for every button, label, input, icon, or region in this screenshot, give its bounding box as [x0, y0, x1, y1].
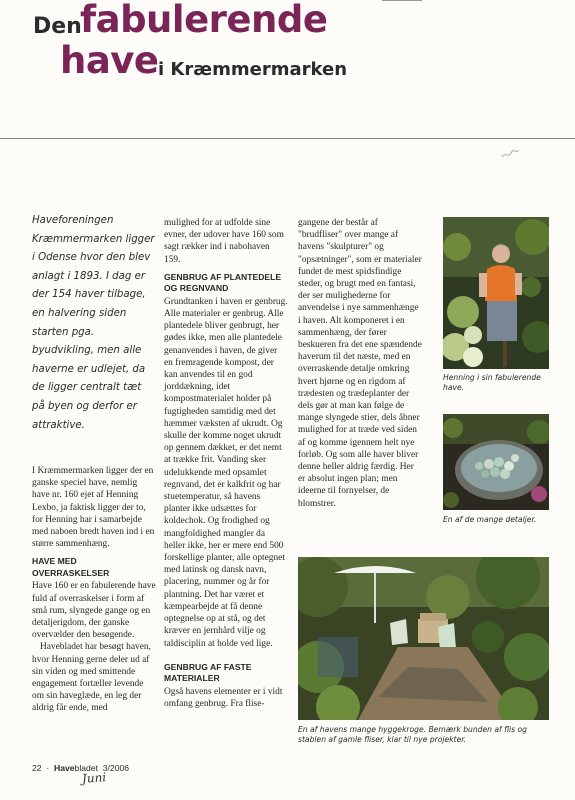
photo-henning-image	[443, 217, 549, 369]
pencil-scribble-mark	[500, 147, 520, 161]
subheading-have-med-overraskelser: HAVE MED OVERRASKELSER	[32, 556, 110, 578]
page-folio	[32, 763, 129, 773]
photo-henning-in-garden	[443, 217, 549, 369]
subheading-genbrug-plantedele: GENBRUG AF PLANTEDELE OG REGNVAND	[164, 271, 282, 294]
page-number: 22	[32, 763, 42, 773]
column-3	[298, 217, 422, 510]
col1-paragraph-2: Have 160 er en fabulerende have fuld af overraskelser i form af små rum, slyngede gange og en detaljerigdom, der ganske overvælder den besøgende.	[32, 581, 156, 641]
headline-divider	[0, 138, 575, 139]
magazine-name-bold: Have	[54, 763, 75, 773]
headline-have: have	[60, 39, 159, 82]
photo-garden-nook-image	[298, 557, 549, 720]
caption-photo-1: Henning i sin fabulerende have.	[443, 373, 541, 393]
headline-kraemmermarken: i Kræmmermarken	[158, 59, 348, 80]
col2-paragraph-1: mulighed for at udfolde sine evner, der udover have 160 som sagt rækker ind i nabohaven 159.	[164, 218, 284, 265]
photo-garden-nook	[298, 557, 549, 720]
caption-photo-2: En af de mange detaljer.	[443, 515, 537, 524]
headline-fabulerende: fabulerende	[80, 0, 328, 41]
column-1	[32, 465, 156, 715]
subheading-genbrug-faste-materialer: GENBRUG AF FASTE MATERIALER	[164, 661, 252, 684]
photo-detail-image	[443, 414, 549, 510]
handwritten-note: Juni	[81, 770, 107, 786]
headline-den: Den	[33, 14, 82, 39]
top-edge-mark	[382, 0, 422, 1]
issue-number: 3/2006	[102, 763, 130, 773]
intro-paragraph: Haveforeningen Kræmmermarken ligger i Odense hvor den blev anlagt i 1893. I dag er der 154 haver tilbage, en halvering siden starten pga. byudvikling, men alle haverne er udlejet, da de ligger centralt tæt på byen og derfor er attraktive.	[32, 215, 155, 431]
column-2	[164, 217, 288, 710]
caption-photo-3: En af havens mange hyggekroge. Bemærk bunden af flis og stablen af gamle fliser, klar til nye projekter.	[298, 725, 527, 745]
col2-paragraph-2: Grundtanken i haven er genbrug. Alle materialer er genbrug. Alle plantedele bliver genbrugt, her gødes ikke, men alle plantedele genanvendes i haven, de giver en fremragende kompost, der kan anvendes til en god jorddækning, idet kompostmaterialet holder på fugtigheden samtidig med det hæmmer væksten af ukrudt. Og skulle der komme noget ukrudt op gennem dækket, er det nemt at trække frit. Vanding sker udelukkende med opsamlet regnvand, det er kalkfrit og har stuetemperatur, så havens planter ikke udsættes for koldechok. Og frodighed og mangfoldighed mangler da heller ikke, her er mere end 500 forskellige planter, alle optegnet med latinsk og dansk navn, placering, nummer og år for plantning. Det har været et kæmpearbejde at få denne optegnelse op at stå, og det kræver en jernhård vilje og taldisciplin at holde ved lige.	[164, 296, 288, 649]
col2-paragraph-3: Også havens elementer er i vidt omfang genbrug. Fra flise-	[164, 686, 283, 709]
folio-dot: ·	[46, 763, 50, 773]
photo-detail	[443, 414, 549, 510]
col3-paragraph-1: gangene der består af "brudfliser" over mange af havens "skulpturer" og "opsætninger", som er materialer fundet de mest spidsfindige steder, og brugt med en fantasi, der ser mulighederne for anvendelse i nye sammenhænge i haven. Alt komponeret i en sammenhæng, der fører beskueren fra det ene spændende haverum til det næste, med en overraskende detalje omkring hvert hjørne og en rigdom af trædesten og trædeplanter der dels gør at man kan følge de mange slyngede stier, dels åbner mulighed for at træde ved siden af og komme igennem helt nye forløb. Og som alle haver bliver denne heller aldrig færdig. Her er absolut ingen plan; men ideerne til fornyelser, de blomstrer.	[298, 218, 422, 509]
col1-paragraph-1: I Kræmmermarken ligger der en ganske speciel have, nemlig have nr. 160 ejet af Henning Lexbo, ja faktisk ligger der to, for Henning har i samarbejde med naboen bredt haven ind i en større sammenhæng.	[32, 466, 155, 550]
col1-paragraph-3: Havebladet har besøgt haven, hvor Henning gerne deler ud af sin viden og med smittende engagement fortæller levende om sin haveglæde, en leg der aldrig får ende, med	[32, 642, 151, 714]
magazine-name-rest: bladet	[74, 763, 98, 773]
